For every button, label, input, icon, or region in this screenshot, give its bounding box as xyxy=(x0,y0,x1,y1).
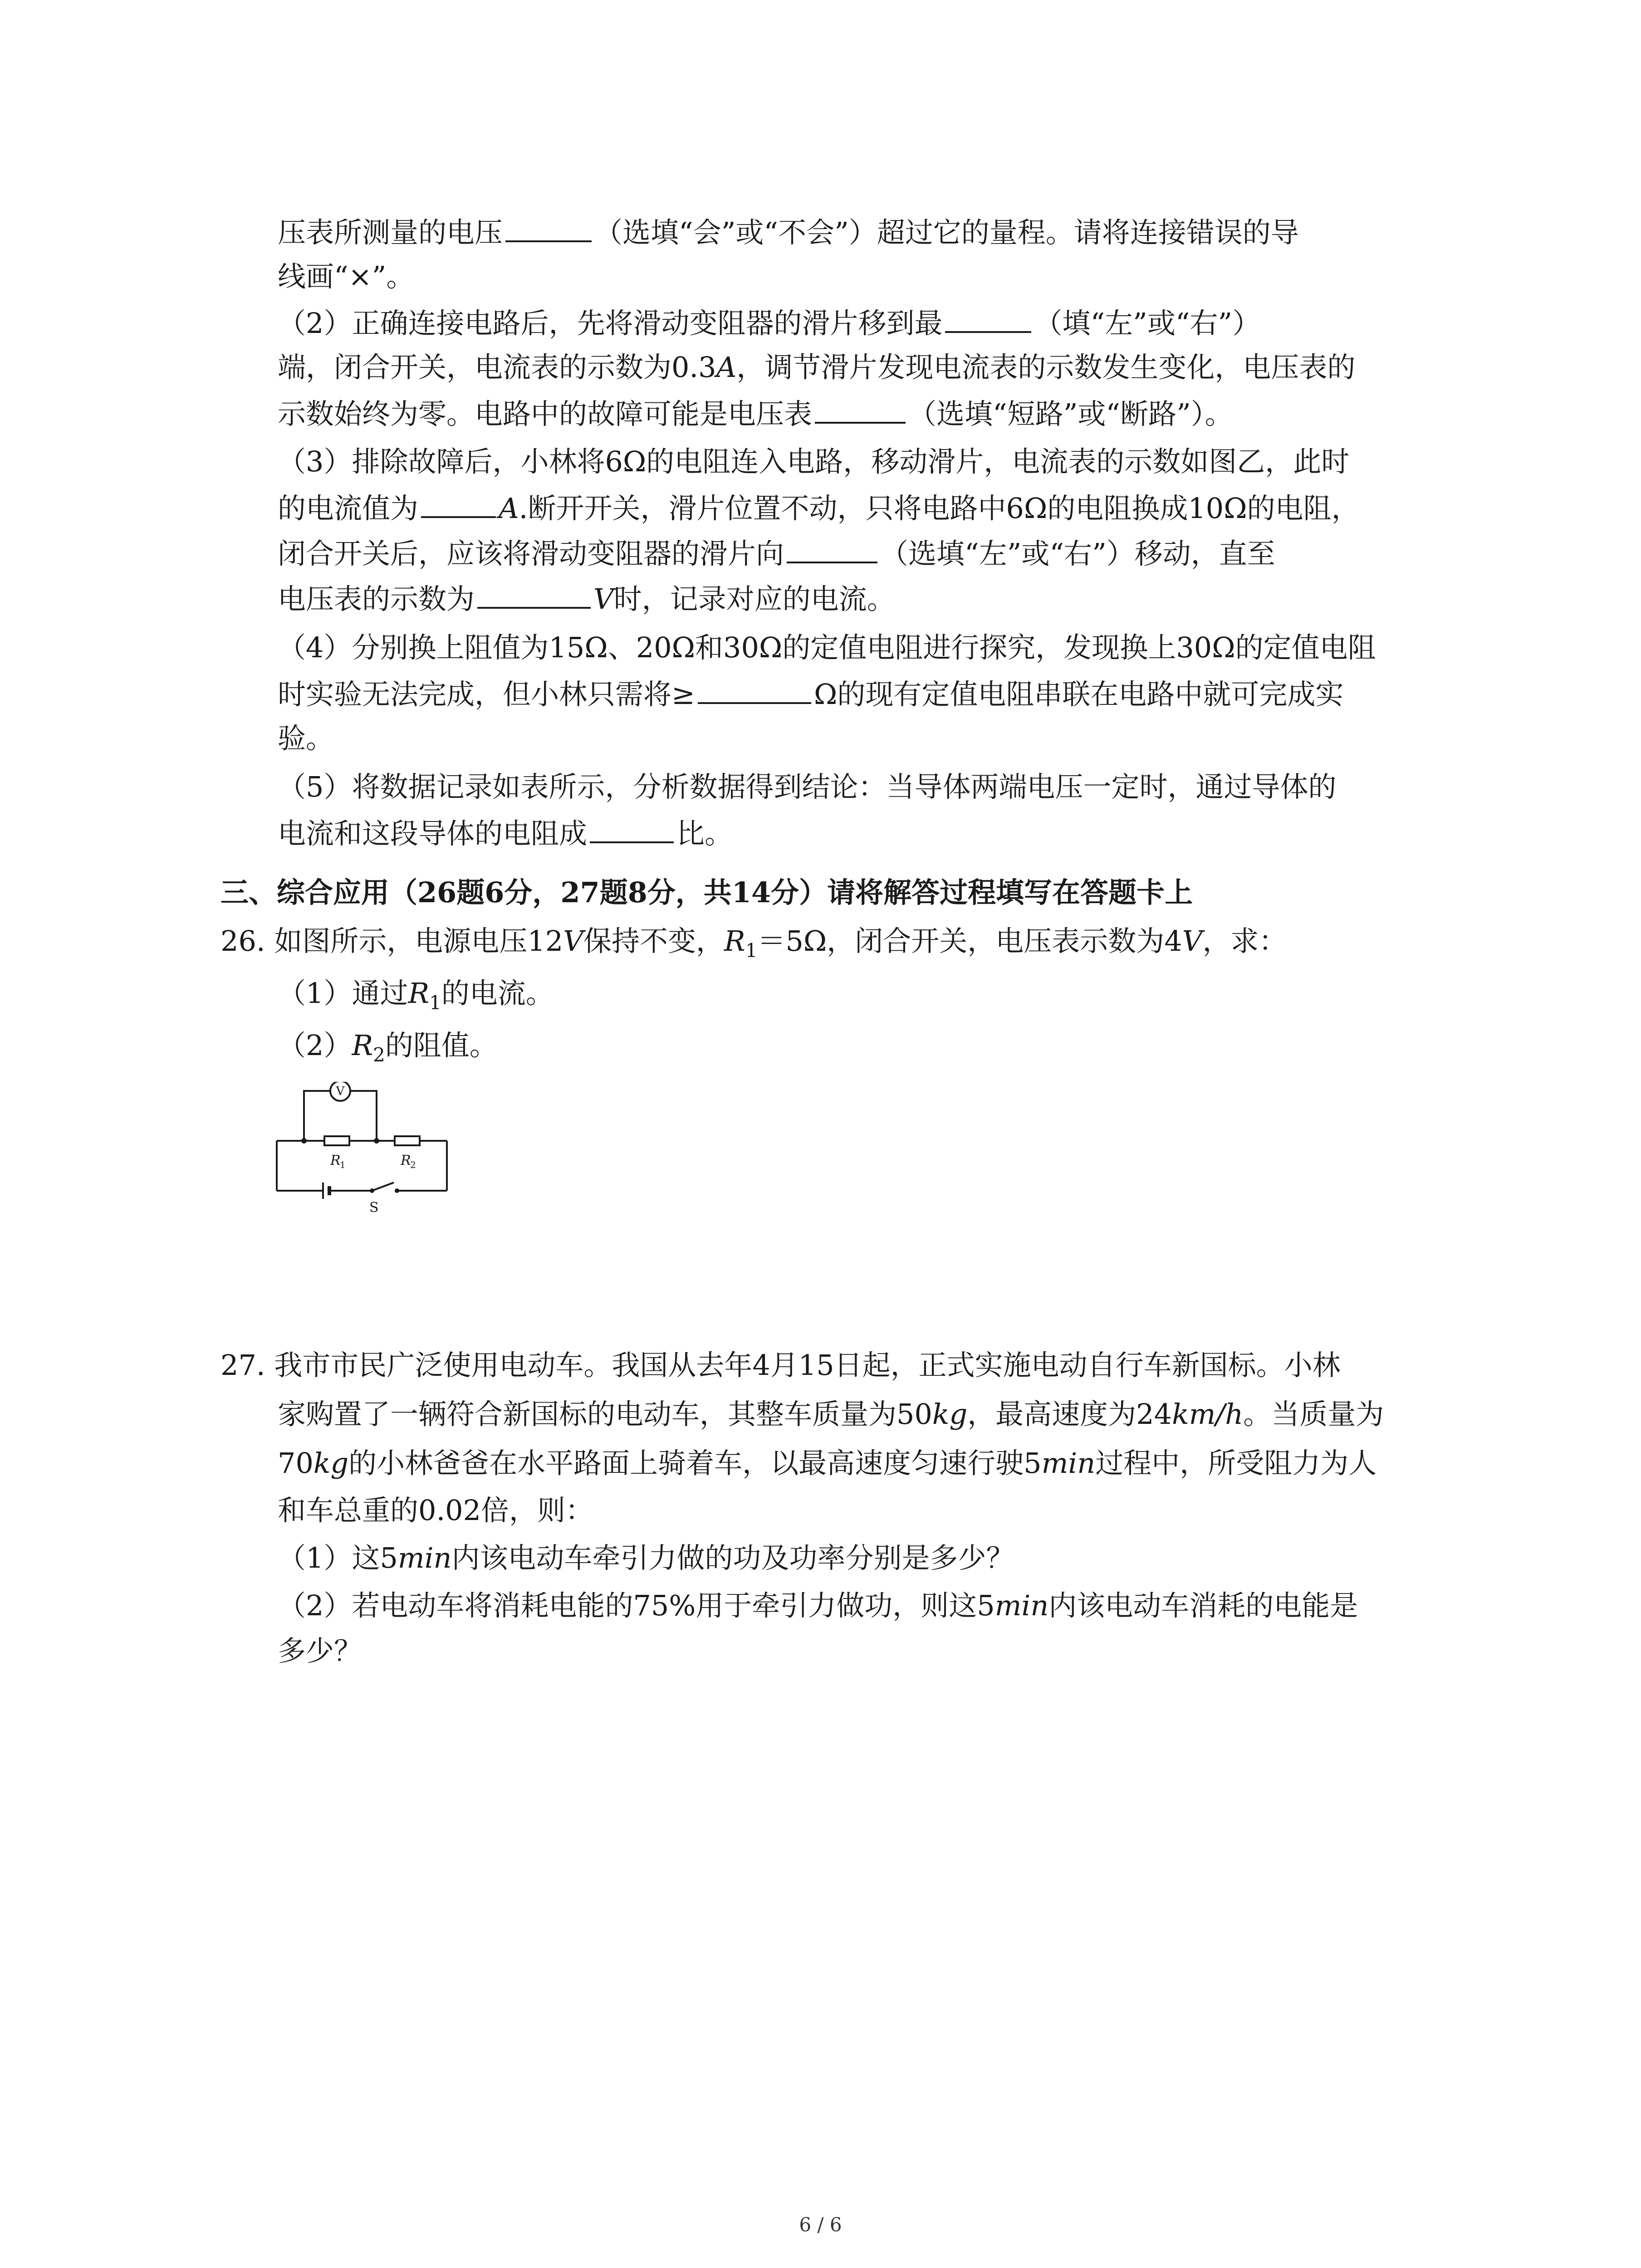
q25-part3-line-4: 电压表的示数为 V时，记录对应的电流。 xyxy=(278,580,895,617)
q25-part2-line-1: （2）正确连接电路后，先将滑动变阻器的滑片移到最 （填“左”或“右”） xyxy=(278,304,1260,342)
q27-subquestion-2-line-2: 多少？ xyxy=(278,1634,362,1667)
answer-blank[interactable] xyxy=(590,814,674,843)
answer-blank[interactable] xyxy=(477,580,591,609)
q27-line-3: 70kg的小林爸爸在水平路面上骑着车，以最高速度匀速行驶5min过程中，所受阻力为人 xyxy=(278,1447,1377,1480)
switch-icon xyxy=(372,1183,394,1191)
r1-label-sub: 1 xyxy=(340,1159,346,1170)
answer-blank[interactable] xyxy=(421,489,496,518)
answer-blank[interactable] xyxy=(815,395,906,424)
circuit-diagram xyxy=(272,1082,454,1213)
q25-line-1: 压表所测量的电压 （选填“会”或“不会”）超过它的量程。请将连接错误的导 xyxy=(278,213,1299,251)
voltmeter-wire-right xyxy=(350,1091,377,1141)
q25-part2-line-3: 示数始终为零。电路中的故障可能是电压表 （选填“短路”或“断路”）。 xyxy=(278,395,1233,432)
voltmeter-wire-left xyxy=(304,1091,330,1141)
q25-part3-line-2: 的电流值为 A.断开开关，滑片位置不动，只将电路中6Ω的电阻换成10Ω的电阻， xyxy=(278,489,1360,527)
page-number: 6 / 6 xyxy=(799,2214,842,2236)
answer-blank[interactable] xyxy=(698,675,811,704)
section-3-heading: 三、综合应用（26题6分，27题8分，共14分）请将解答过程填写在答题卡上 xyxy=(220,876,1193,909)
question-number: 26. xyxy=(220,924,265,958)
q26-subquestion-2: $(2)R_2$的阻值。 xyxy=(278,1029,498,1066)
q25-part5-line-1: （5）将数据记录如表所示，分析数据得到结论：当导体两端电压一定时，通过导体的 xyxy=(278,770,1337,803)
q27-line-1: 27. 我市市民广泛使用电动车。我国从去年4月15日起，正式实施电动自行车新国标。小林 xyxy=(220,1349,1341,1382)
q25-part4-line-3: 验。 xyxy=(278,722,334,755)
q25-part3-line-1: （3）排除故障后，小林将6Ω的电阻连入电路，移动滑片，电流表的示数如图乙，此时 xyxy=(278,445,1350,478)
q27-line-4: 和车总重的0.02倍，则： xyxy=(278,1494,594,1527)
answer-blank[interactable] xyxy=(505,213,592,242)
q27-subquestion-1: （1）这5min内该电动车牵引力做的功及功率分别是多少？ xyxy=(278,1541,1014,1574)
answer-blank[interactable] xyxy=(945,304,1031,333)
q25-part5-line-2: 电流和这段导体的电阻成 比。 xyxy=(278,814,733,852)
q26-line-1: 26. 如图所示，电源电压12V保持不变，$R_1=5\Omega$，闭合开关，电压表示数为4V，求： xyxy=(220,924,1287,962)
resistor-r2-icon xyxy=(395,1136,420,1145)
resistor-r1-icon xyxy=(324,1136,349,1145)
q25-part2-line-2: 端，闭合开关，电流表的示数为0.3A，调节滑片发现电流表的示数发生变化，电压表的 xyxy=(278,351,1356,384)
q25-line-2: 线画“×”。 xyxy=(278,260,415,293)
q27-line-2: 家购置了一辆符合新国标的电动车，其整车质量为50kg，最高速度为24km/h。当质量为 xyxy=(278,1398,1384,1431)
q25-part3-line-3: 闭合开关后，应该将滑动变阻器的滑片向 （选填“左”或“右”）移动，直至 xyxy=(278,534,1275,572)
r2-label: R xyxy=(401,1153,411,1168)
voltmeter-label: V xyxy=(336,1085,345,1098)
answer-blank[interactable] xyxy=(787,534,877,563)
q25-part4-line-2: 时实验无法完成，但小林只需将≥ Ω的现有定值电阻串联在电路中就可完成实 xyxy=(278,675,1343,713)
q27-subquestion-2: （2）若电动车将消耗电能的75%用于牵引力做功，则这5min内该电动车消耗的电能是 xyxy=(278,1589,1358,1622)
q26-subquestion-1: （1）通过$R_1$的电流。 xyxy=(278,977,554,1014)
question-number: 27. xyxy=(220,1349,265,1382)
switch-label: S xyxy=(369,1200,379,1213)
r2-label-sub: 2 xyxy=(410,1159,416,1170)
q25-part4-line-1: （4）分别换上阻值为15Ω、20Ω和30Ω的定值电阻进行探究，发现换上30Ω的定值电阻 xyxy=(278,631,1376,664)
r1-label: R xyxy=(330,1153,341,1168)
